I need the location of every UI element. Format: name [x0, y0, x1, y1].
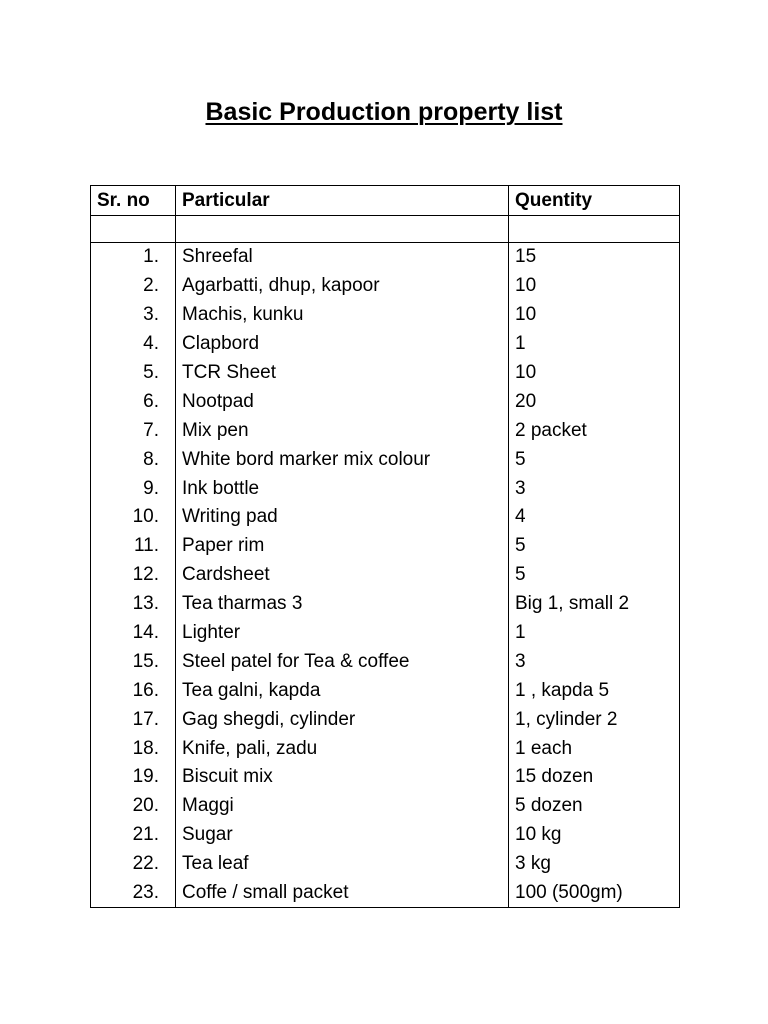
cell-sr-no: 11.	[91, 532, 176, 561]
cell-particular: Nootpad	[176, 387, 509, 416]
cell-particular: Agarbatti, dhup, kapoor	[176, 272, 509, 301]
cell-particular: Tea leaf	[176, 850, 509, 879]
cell-sr-no: 3.	[91, 301, 176, 330]
cell-quantity: 5	[509, 561, 680, 590]
cell-quantity: 10	[509, 301, 680, 330]
page-title	[0, 96, 768, 128]
cell-particular: Paper rim	[176, 532, 509, 561]
cell-quantity: 2 packet	[509, 416, 680, 445]
cell-quantity: 5 dozen	[509, 792, 680, 821]
cell-quantity: 4	[509, 503, 680, 532]
table-row	[91, 416, 680, 445]
table-row	[91, 763, 680, 792]
table-row	[91, 647, 680, 676]
cell-quantity: 15	[509, 243, 680, 272]
table-body	[91, 216, 680, 908]
table-row	[91, 850, 680, 879]
cell-sr-no: 4.	[91, 330, 176, 359]
cell-particular: Ink bottle	[176, 474, 509, 503]
table-row	[91, 272, 680, 301]
cell-particular: Clapbord	[176, 330, 509, 359]
cell-particular: Gag shegdi, cylinder	[176, 705, 509, 734]
cell-particular: Cardsheet	[176, 561, 509, 590]
cell-sr-no: 7.	[91, 416, 176, 445]
cell-quantity: 100 (500gm)	[509, 879, 680, 908]
table-row	[91, 676, 680, 705]
cell-sr-no: 6.	[91, 387, 176, 416]
table-row	[91, 301, 680, 330]
cell-sr-no: 14.	[91, 619, 176, 648]
cell-quantity: 3 kg	[509, 850, 680, 879]
cell-sr-no: 13.	[91, 590, 176, 619]
cell-quantity: 15 dozen	[509, 763, 680, 792]
cell-sr-no: 18.	[91, 734, 176, 763]
table-blank-row	[91, 216, 680, 243]
cell-particular: White bord marker mix colour	[176, 445, 509, 474]
blank-cell	[176, 216, 509, 243]
table-row	[91, 619, 680, 648]
cell-quantity: 1	[509, 619, 680, 648]
cell-sr-no: 17.	[91, 705, 176, 734]
table-header	[91, 186, 680, 216]
table-row	[91, 359, 680, 388]
cell-particular: Knife, pali, zadu	[176, 734, 509, 763]
cell-particular: Coffe / small packet	[176, 879, 509, 908]
cell-sr-no: 15.	[91, 647, 176, 676]
cell-sr-no: 1.	[91, 243, 176, 272]
cell-quantity: 1 each	[509, 734, 680, 763]
header-sr-no: Sr. no	[91, 186, 176, 216]
cell-sr-no: 9.	[91, 474, 176, 503]
cell-sr-no: 10.	[91, 503, 176, 532]
cell-particular: Writing pad	[176, 503, 509, 532]
cell-sr-no: 22.	[91, 850, 176, 879]
cell-quantity: 1, cylinder 2	[509, 705, 680, 734]
cell-quantity: 1 , kapda 5	[509, 676, 680, 705]
cell-particular: Biscuit mix	[176, 763, 509, 792]
cell-quantity: 1	[509, 330, 680, 359]
cell-sr-no: 19.	[91, 763, 176, 792]
blank-cell	[509, 216, 680, 243]
cell-quantity: Big 1, small 2	[509, 590, 680, 619]
table-row	[91, 243, 680, 272]
table-row	[91, 445, 680, 474]
table-row	[91, 561, 680, 590]
property-table	[90, 185, 680, 908]
cell-sr-no: 23.	[91, 879, 176, 908]
cell-sr-no: 16.	[91, 676, 176, 705]
table-row	[91, 387, 680, 416]
cell-particular: Maggi	[176, 792, 509, 821]
table-row	[91, 474, 680, 503]
header-particular: Particular	[176, 186, 509, 216]
cell-particular: Shreefal	[176, 243, 509, 272]
cell-sr-no: 8.	[91, 445, 176, 474]
cell-particular: Tea tharmas 3	[176, 590, 509, 619]
blank-cell	[91, 216, 176, 243]
table-row	[91, 734, 680, 763]
table-header-row	[91, 186, 680, 216]
header-quantity: Quentity	[509, 186, 680, 216]
cell-quantity: 20	[509, 387, 680, 416]
table-row	[91, 792, 680, 821]
page-title-text: Basic Production property list	[205, 98, 563, 126]
table-row	[91, 705, 680, 734]
cell-quantity: 10 kg	[509, 821, 680, 850]
cell-quantity: 5	[509, 532, 680, 561]
table-row	[91, 503, 680, 532]
table-row	[91, 330, 680, 359]
cell-quantity: 3	[509, 474, 680, 503]
table-row	[91, 590, 680, 619]
cell-particular: Tea galni, kapda	[176, 676, 509, 705]
cell-sr-no: 20.	[91, 792, 176, 821]
cell-particular: Lighter	[176, 619, 509, 648]
cell-sr-no: 2.	[91, 272, 176, 301]
cell-particular: TCR Sheet	[176, 359, 509, 388]
cell-sr-no: 5.	[91, 359, 176, 388]
cell-particular: Steel patel for Tea & coffee	[176, 647, 509, 676]
cell-quantity: 3	[509, 647, 680, 676]
cell-sr-no: 21.	[91, 821, 176, 850]
cell-particular: Sugar	[176, 821, 509, 850]
table-row	[91, 532, 680, 561]
cell-quantity: 5	[509, 445, 680, 474]
cell-particular: Mix pen	[176, 416, 509, 445]
cell-quantity: 10	[509, 359, 680, 388]
cell-particular: Machis, kunku	[176, 301, 509, 330]
table-row	[91, 879, 680, 908]
table-row	[91, 821, 680, 850]
cell-sr-no: 12.	[91, 561, 176, 590]
cell-quantity: 10	[509, 272, 680, 301]
